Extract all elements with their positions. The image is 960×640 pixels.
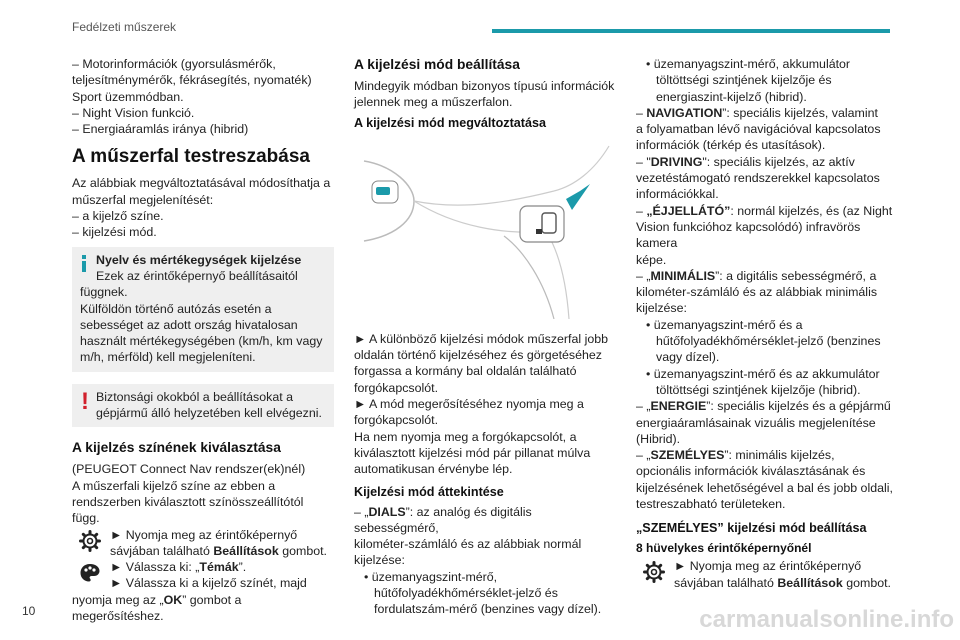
line: Ha nem nyomja meg a forgókapcsolót, a [354,429,577,444]
line: energiaáramlásainak vizuális megjelenítése [636,415,876,430]
section-header: Fedélzeti műszerek [72,20,177,34]
subsection-title: Kijelzési mód áttekintése [354,484,504,499]
line: ► A mód megerősítéséhez nyomja meg a [354,397,584,412]
line: sávjában található Beállítások gombot. [674,575,891,590]
gear-icon [78,529,102,553]
line: kijelzésének lehetőségével a bal és jobb oldali, [636,480,893,495]
line: Sport üzemmódban. [72,89,184,104]
line: hűtőfolyadékhőmérséklet-jelző és [374,586,558,601]
line: vagy dízel). [656,350,720,365]
subsection-title: A kijelzés színének kiválasztása [72,440,281,456]
palette-icon [78,561,102,585]
line: – „ENERGIE”: speciális kijelzés és a gépjármű [636,399,891,414]
line: (PEUGEOT Connect Nav rendszer(ek)nél) [72,462,306,477]
line: nyomja meg az „OK” gombot a megerősítéshez. [72,592,242,624]
line: – Motorinformációk (gyorsulásmérők, [72,57,276,71]
line: – Energiaáramlás iránya (hibrid) [72,122,249,137]
section-title: A kijelzési mód beállítása [354,57,520,72]
gear-icon [642,560,666,584]
bullet-item: • üzemanyagszint-mérő és az akkumulátor [646,366,880,381]
subsection-title: 8 hüvelykes érintőképernyőnél [636,541,812,556]
step-theme [72,559,334,592]
line: – „MINIMÁLIS”: a digitális sebességmérő, a [636,268,877,283]
line: forgókapcsolót. [354,380,439,395]
line: Vision funkcióhoz kapcsolódó) infravörös kamera [636,219,861,251]
line: automatikusan érvénybe lép. [354,462,513,477]
line: használt mértékegységében (km/h, km vagy [80,334,323,349]
line: műszerfal megjelenítését: [72,192,214,207]
line: Biztonsági okokból a beállításokat a [96,389,293,404]
watermark: carmanualsonline.info [699,606,954,633]
line: – a kijelző színe. [72,209,164,224]
column-1 [72,56,334,624]
line: Az alábbiak megváltoztatásával módosíthatja a [72,176,331,191]
line: jelennek meg a műszerfalon. [354,95,513,110]
line: – Night Vision funkció. [72,105,195,120]
warning-box [72,384,334,428]
line: m/h, mérföld) kell megjeleníteni. [80,350,256,365]
line: A műszerfali kijelző színe az ebben a [72,478,276,493]
line: ► Válassza ki: „Témák”. [110,560,247,575]
line: kilométer-számláló és az alábbiak normál kijelzése: [354,537,582,568]
line: ► Válassza ki a kijelző színét, majd [110,576,307,591]
section-title: A műszerfal testreszabása [72,146,310,168]
bullet-item: • üzemanyagszint-mérő, akkumulátor [646,57,851,71]
line: függnek. [80,285,128,300]
line: (Hibrid). [636,431,681,446]
line: – „SZEMÉLYES”: minimális kijelzés, [636,448,835,463]
line: a folyamatban lévő navigációval kapcsolatos [636,122,881,137]
line: – „DIALS”: az analóg és digitális sebességmérő, [354,504,532,535]
line: forgassa a kormány bal oldalán található [354,364,577,379]
step-settings [636,558,898,591]
step-settings [72,527,334,560]
bullet-item: • üzemanyagszint-mérő és a [646,317,803,332]
column-3 [636,56,898,591]
subsection-title: „SZEMÉLYES” kijelzési mód beállítása [636,521,867,536]
subsection-title: A kijelzési mód megváltoztatása [354,115,547,130]
line: információkkal. [636,187,719,202]
info-title: Nyelv és mértékegységek kijelzése [96,252,302,267]
line: Külföldön történő autózás esetén a [80,301,272,316]
line: opcionális információk kiválasztásának és [636,464,866,479]
line: kilométer-számláló és az alábbiak minimális [636,285,878,300]
line: töltöttségi szintjének kijelzője (hibrid). [656,382,861,397]
line: vezetéstámogató rendszerekkel kapcsolatos [636,171,880,186]
column-2 [354,56,616,618]
line: oldalán történő kijelzéséhez és görgetéséhez [354,348,602,363]
line: kijelzése: [636,301,687,316]
line: információk (térkép és utasítások). [636,138,826,153]
line: testreszabható területeken. [636,497,786,512]
line: energiaszint-kijelző (hibrid). [656,89,807,104]
line: teljesítménymérők, fékrásegítés, nyomaték) [72,73,312,88]
line: – „ÉJJELLÁTÓ”: normál kijelzés, és (az Night [636,203,893,218]
line: fordulatszám-mérő (benzines vagy dízel). [374,602,602,617]
line: töltöttségi szintjének kijelzője és [656,73,832,88]
line: gépjármű álló helyzetében kell elvégezni. [96,406,322,421]
line: ► Nyomja meg az érintőképernyő [110,527,298,542]
line: forgókapcsolót. [354,413,439,428]
page-number: 10 [22,604,36,618]
line: hűtőfolyadékhőmérséklet-jelző (benzines [656,334,881,349]
line: sebességet az adott ország hivatalosan [80,317,298,332]
line: képe. [636,252,667,267]
header-accent-bar [492,29,890,33]
line: rendszerben kiválasztott színösszeállítótól függ. [72,494,304,526]
line: Mindegyik módban bizonyos típusú információk [354,79,615,93]
line: sávjában található Beállítások gombot. [110,543,327,558]
line: – kijelzési mód. [72,225,157,240]
line: Ezek az érintőképernyő beállításaitól [96,268,298,283]
line: ► Nyomja meg az érintőképernyő [674,559,862,574]
steering-wheel-illustration [354,141,616,319]
line: – NAVIGATION”: speciális kijelzés, valamint [636,105,878,120]
line: kiválasztott kijelzési mód pár pillanat múlva [354,445,591,460]
line: – "DRIVING": speciális kijelzés, az aktív [636,154,855,169]
line: ► A különböző kijelzési módok műszerfal jobb [354,331,609,346]
warning-icon: ! [81,387,89,415]
info-box [72,247,334,372]
info-icon [82,255,86,272]
bullet-item: • üzemanyagszint-mérő, [364,569,498,584]
